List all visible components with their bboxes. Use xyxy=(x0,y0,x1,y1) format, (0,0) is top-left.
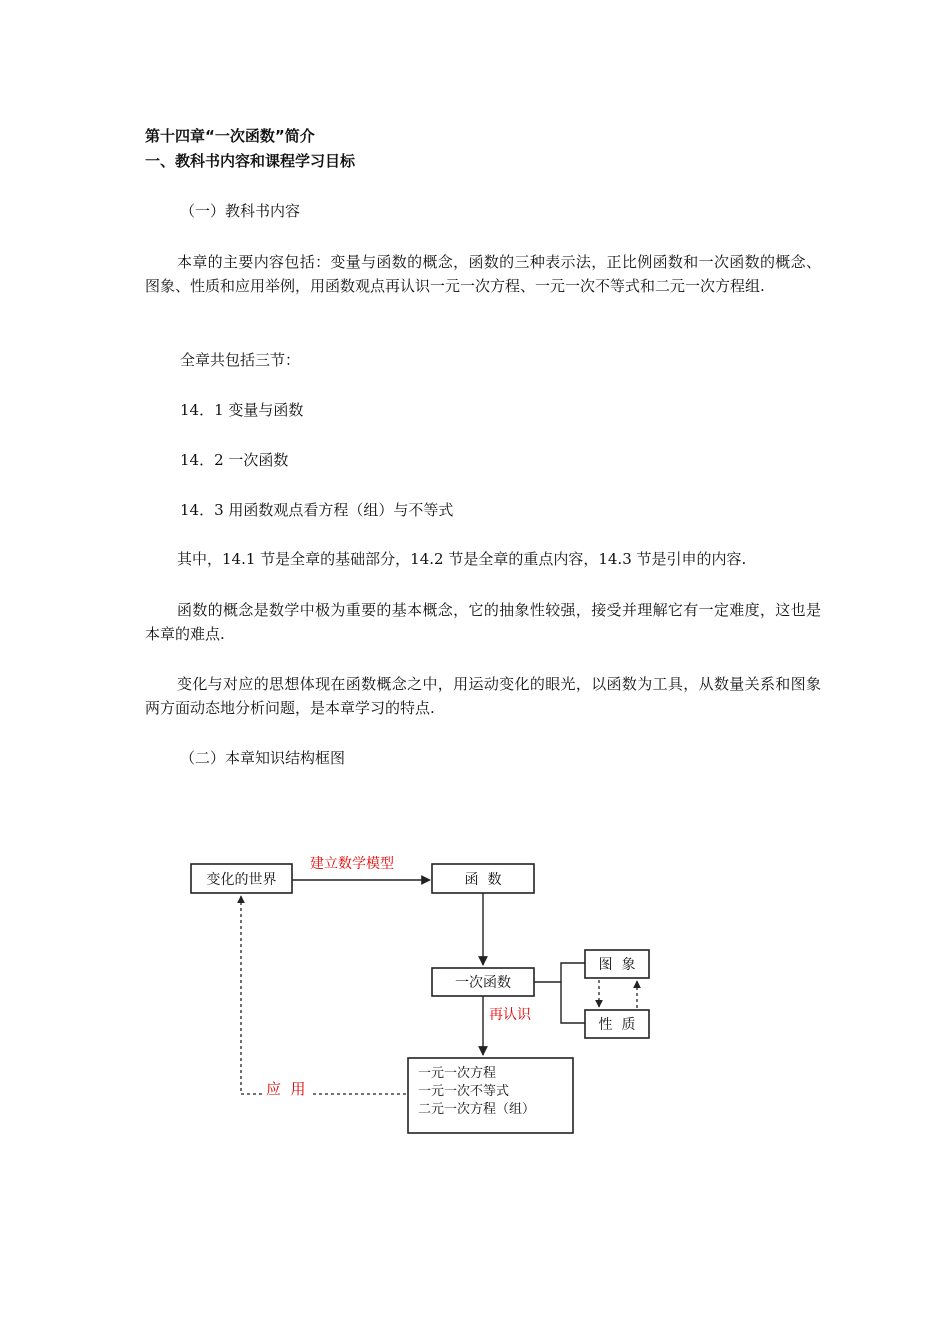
page-title: 第十四章“一次函数”简介 xyxy=(145,127,315,145)
sections-intro: 全章共包括三节： xyxy=(180,351,301,369)
box-changing-world-label: 变化的世界 xyxy=(206,872,277,888)
equation-line-2: 一元一次不等式 xyxy=(418,1084,510,1099)
subsection-heading-1: （一）教科书内容 xyxy=(180,202,301,220)
box-linear-function-label: 一次函数 xyxy=(455,975,511,991)
box-function xyxy=(432,864,534,893)
paragraph-difficulty: 函数的概念是数学中极为重要的基本概念，它的抽象性较强，接受并理解它有一定难度，这也是本章的难点. xyxy=(145,601,821,643)
section-item-14-2: 14．2 一次函数 xyxy=(180,451,289,469)
box-image-label: 图 象 xyxy=(598,957,636,973)
equation-line-3: 二元一次方程（组） xyxy=(418,1102,536,1117)
box-image xyxy=(585,950,649,978)
paragraph-sections-role: 其中，14.1 节是全章的基础部分，14.2 节是全章的重点内容，14.3 节是引申的内容. xyxy=(177,550,747,568)
box-linear-function xyxy=(432,968,534,996)
equation-line-1: 一元一次方程 xyxy=(418,1066,497,1081)
box-equations xyxy=(408,1058,573,1133)
paragraph-features: 变化与对应的思想体现在函数概念之中，用运动变化的眼光，以函数为工具，从数量关系和图象两方面动态地分析问题，是本章学习的特点. xyxy=(145,675,821,717)
connector-to-property xyxy=(561,982,585,1023)
subsection-heading-2: （二）本章知识结构框图 xyxy=(180,749,346,767)
label-reknow: 再认识 xyxy=(489,1007,531,1023)
box-changing-world xyxy=(191,864,292,893)
box-property xyxy=(585,1010,649,1038)
label-build-model: 建立数学模型 xyxy=(310,856,394,872)
paragraph-content: 本章的主要内容包括：变量与函数的概念，函数的三种表示法，正比例函数和一次函数的概念、图象、性质和应用举例，用函数观点再认识一元一次方程、一元一次不等式和二元一次方程组. xyxy=(145,253,821,295)
box-function-label: 函 数 xyxy=(464,872,502,888)
section-item-14-1: 14．1 变量与函数 xyxy=(180,401,304,419)
label-apply: 应 用 xyxy=(266,1080,306,1098)
box-property-label: 性 质 xyxy=(598,1017,636,1033)
section-heading-1: 一、教科书内容和课程学习目标 xyxy=(145,152,356,170)
connector-to-image xyxy=(534,963,585,982)
section-item-14-3: 14．3 用函数观点看方程（组）与不等式 xyxy=(180,501,454,519)
dashed-arrow-apply xyxy=(241,896,406,1094)
